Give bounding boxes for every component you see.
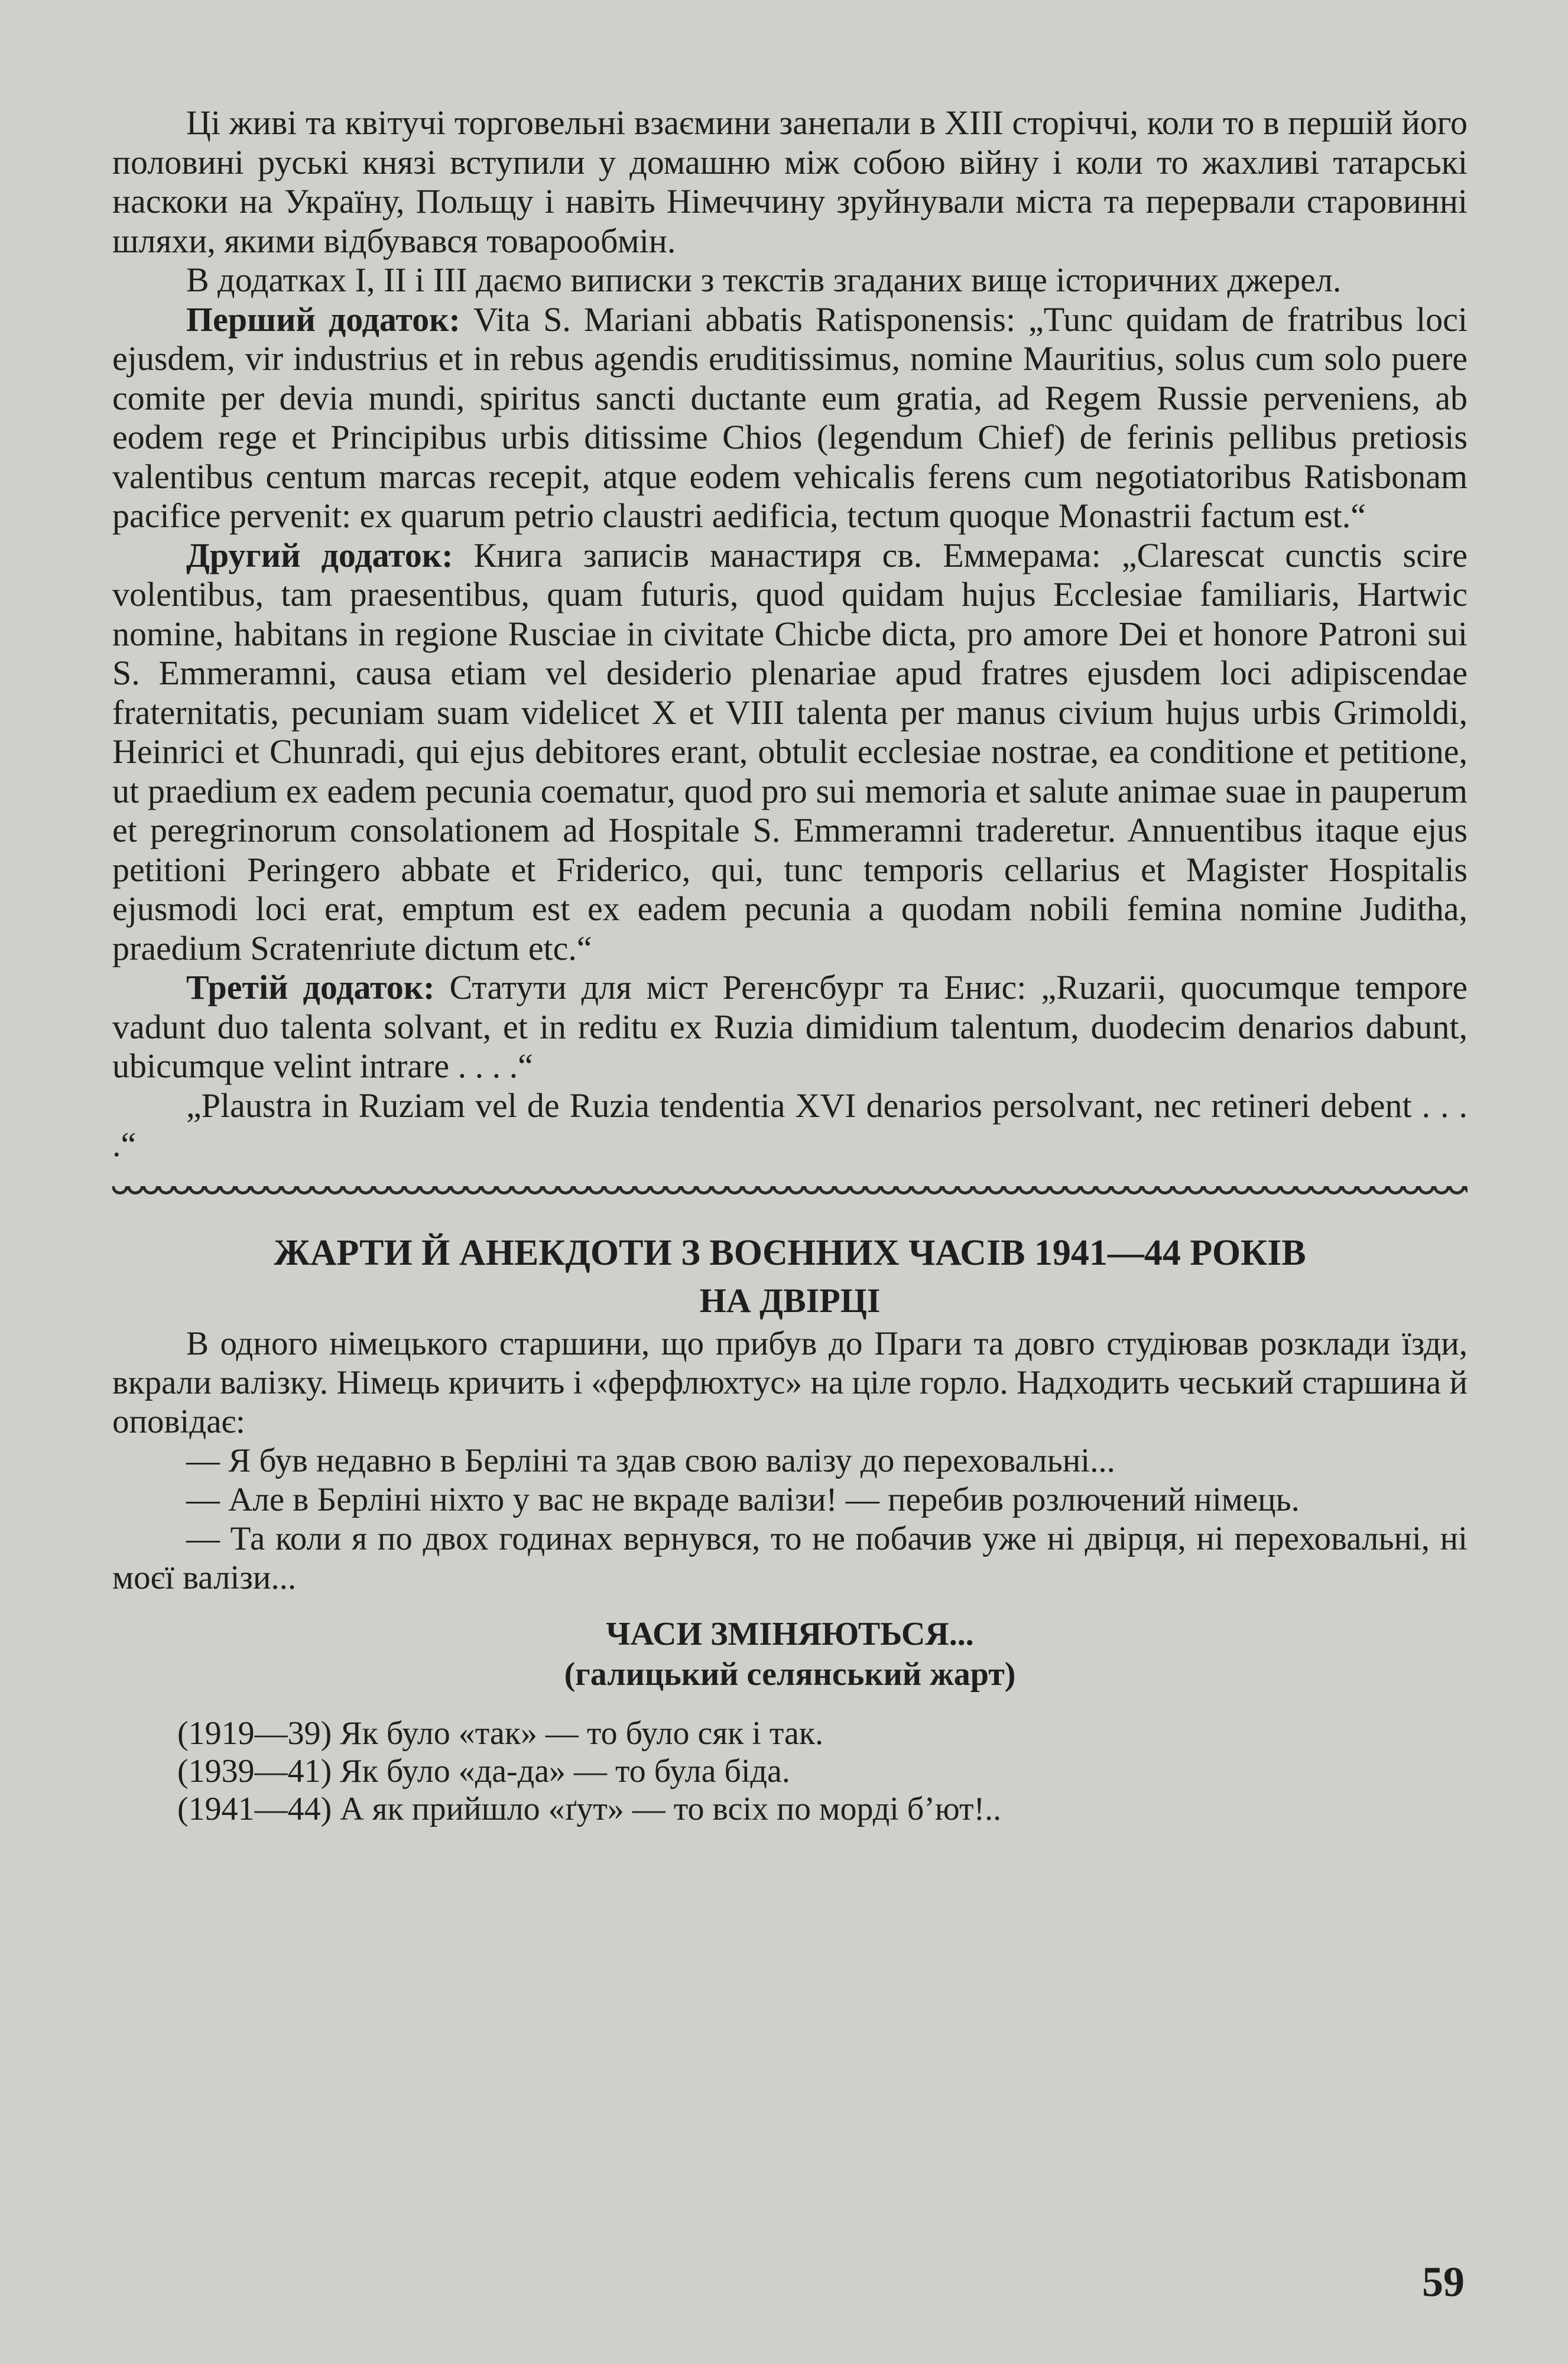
joke-title-times: ЧАСИ ЗМІНЯЮТЬСЯ... — [606, 1615, 974, 1652]
wavy-divider — [112, 1186, 1468, 1202]
joke-line-years: (1941—44) — [177, 1790, 332, 1827]
appendix-third-continued: „Plaustra in Ruziam vel de Ruzia tendentia XVI denarios persolvant, nec retineri debent . . . .“ — [112, 1086, 1468, 1164]
section-title-jokes: ЖАРТИ Й АНЕКДОТИ З ВОЄННИХ ЧАСІВ 1941—44 РОКІВ — [274, 1232, 1306, 1273]
appendix-third-text: Статути для міст Регенсбург та Енис: „Ruzarii, quocumque tempore vadunt duo talenta solvant, et in reditu ex Ruzia dimidium talentum, duodecim denarios dabunt, ubicumque velint intrare . . . .“ — [112, 968, 1468, 1085]
joke-subtitle-times: (галицький селянський жарт) — [564, 1655, 1016, 1693]
appendix-second-text: Книга записів манастиря св. Еммерама: „Clarescat cunctis scire volentibus, tam praesentibus, quam futuris, quod quidam hujus Ecclesiae familiaris, Hartwic nomine, habitans in regione Rusciae in civitate Chicbe dicta, pro amore Dei et honore Patroni sui S. Emmeramni, causa etiam vel desiderio plenariae apud fratres ejusdem loci adipiscendae fraternitatis, pecuniam suam videlicet X et VIII talenta per manus civium hujus urbis Grimoldi, Heinrici et Chunradi, qui ejus debitores erant, obtulit ecclesiae nostrae, ea conditione et petitione, ut praedium ex eadem pecunia coematur, quod pro sui memoria et salute animae suae in pauperum et peregrinorum consolationem ad Hospitale S. Emmeramni traderetur. Annuentibus itaque ejus petitioni Peringero abbate et Friderico, qui, tunc temporis cellarius et Magister Hospitalis ejusmodi loci erat, emptum est ex eadem pecunia a quodam nobili femina nomine Juditha, praedium Scratenriute dictum etc.“ — [112, 535, 1468, 967]
joke-station-p3: — Але в Берліні ніхто у вас не вкраде валізи! — перебив розлючений німець. — [186, 1480, 1300, 1518]
joke-line — [177, 1714, 1468, 1752]
joke-line-text: Як було «так» — то було сяк і так. — [332, 1714, 824, 1752]
appendix-third — [112, 968, 1468, 1086]
page-number: 59 — [1422, 2258, 1465, 2305]
appendix-first-label: Перший додаток: — [186, 300, 460, 339]
joke-line-years: (1919—39) — [177, 1714, 332, 1752]
joke-line-years: (1939—41) — [177, 1752, 332, 1790]
joke-line-text: А як прийшло «ґут» — то всіх по морді б’ют!.. — [332, 1790, 1002, 1827]
paragraph-appendices-intro: В додатках I, II і III даємо виписки з текстів згаданих вище історичних джерел. — [186, 261, 1342, 299]
joke-station-p1: В одного німецького старшини, що прибув до Праги та довго студіював розклади їзди, вкрали валізку. Німець кричить і «ферфлюхтус» на ціле горло. Надходить чеський старшина й оповідає: — [112, 1324, 1468, 1440]
appendix-second — [112, 536, 1468, 969]
appendix-first-text: Vita S. Mariani abbatis Ratisponensis: „Tunc quidam de fratribus loci ejusdem, vir industrius et in rebus agendis eruditissimus, nomine Mauritius, solus cum solo puere comite per devia mundi, spiritus sancti ductante eum gratia, ad Regem Russie perveniens, ab eodem rege et Principibus urbis ditissime Chios (legendum Chief) de ferinis pellibus pretiosis valentibus centum marcas recepit, atque eodem vehicalis ferens cum negotiatoribus Ratisbonam pacifice pervenit: ex quarum petrio claustri aedificia, tectum quoque Monastrii factum est.“ — [112, 300, 1468, 535]
joke-title-station: НА ДВІРЦІ — [699, 1281, 881, 1320]
appendix-first — [112, 300, 1468, 536]
joke-line — [177, 1752, 1468, 1790]
joke-times-lines — [177, 1714, 1468, 1828]
joke-station-p2: — Я був недавно в Берліні та здав свою валізу до переховальні... — [186, 1441, 1115, 1479]
joke-line-text: Як було «да-да» — то була біда. — [332, 1752, 790, 1790]
joke-station-p4: — Та коли я по двох годинах вернувся, то не побачив уже ні двірця, ні переховальні, ні моєї валізи... — [112, 1519, 1468, 1596]
joke-line — [177, 1790, 1468, 1828]
paragraph-trade-decline: Ці живі та квітучі торговельні взаємини занепали в XIII сторіччі, коли то в першій його половині руські князі вступили у домашню між собою війну і коли то жахливі татарські наскоки на Україну, Польщу і навіть Німеччину зруйнували міста та перервали старовинні шляхи, якими відбувався товарообмін. — [112, 103, 1468, 260]
appendix-third-label: Третій додаток: — [186, 968, 435, 1006]
appendix-second-label: Другий додаток: — [186, 535, 453, 574]
